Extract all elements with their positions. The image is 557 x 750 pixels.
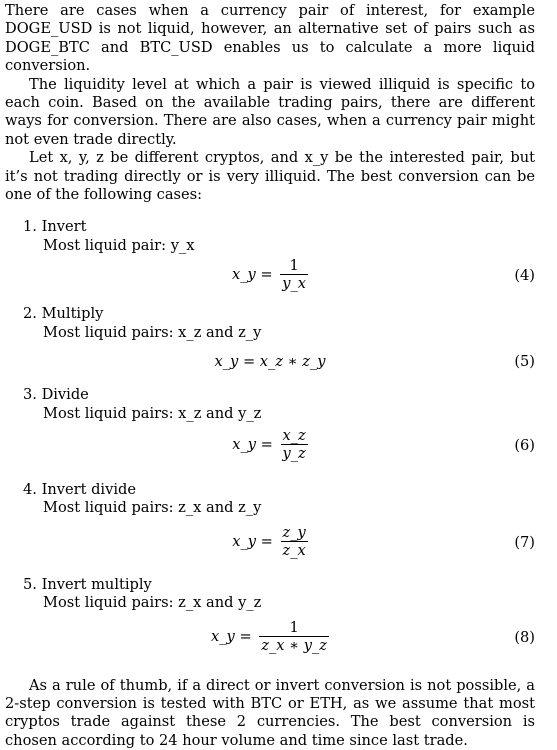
case-subheading: Most liquid pair: y_x [43,236,195,254]
equation-number: (4) [514,267,535,285]
intro-paragraph-1: There are cases when a currency pair of interest, for example DOGE_USD is not liquid, however, an alternative set of pairs such as DOGE_BTC and BTC_USD enables us to calculate a more liquid conversion. [5,2,535,75]
case-divide [5,386,535,469]
equation-lhs: x_y = [211,627,252,645]
equation-number: (5) [514,353,535,371]
case-invert-divide [5,481,535,564]
equation-4 [5,255,535,299]
intro-paragraph-3: Let x, y, z be different cryptos, and x_y be the interested pair, but it’s not trading directly or is very illiquid. The best conversion can be one of the following cases: [5,149,535,204]
equation-lhs: x_y = [232,435,273,453]
equation-lhs: x_y = [231,266,273,284]
equation-expression: x_y = x_z ∗ z_y [214,353,326,371]
document-page [5,2,535,750]
fraction-denominator: y_z [282,444,306,462]
case-subheading: Most liquid pairs: z_x and y_z [43,594,262,612]
fraction [281,427,308,462]
equation-5 [5,342,535,380]
case-heading: 5. Invert multiply [23,575,152,593]
equation-lhs: x_y = [232,532,273,550]
fraction-denominator: z_x ∗ y_z [261,636,327,654]
outro-paragraph: As a rule of thumb, if a direct or invert conversion is not possible, a 2-step conversion is tested with BTC or ETH, as we assume that most cryptos trade against these 2 currencies. The best conversion is chosen according to 24 hour volume and time since last trade. [5,676,535,749]
fraction [281,524,308,559]
fraction [259,619,329,654]
equation-number: (7) [514,533,535,551]
equation-8 [5,613,535,659]
case-heading: 4. Invert divide [23,480,136,498]
equation-number: (8) [514,628,535,646]
equation-7 [5,518,535,564]
case-invert-multiply [5,576,535,659]
case-subheading: Most liquid pairs: x_z and y_z [43,404,262,422]
case-subheading: Most liquid pairs: z_x and z_y [43,499,262,517]
fraction-denominator: y_x [282,275,307,293]
fraction [280,257,308,292]
case-multiply [5,305,535,380]
fraction-numerator: x_z [282,426,306,444]
equation-number: (6) [514,436,535,454]
equation-6 [5,423,535,469]
case-heading: 2. Multiply [23,305,104,323]
fraction-numerator: 1 [289,618,299,636]
case-invert [5,218,535,299]
fraction-numerator: z_y [282,523,306,541]
case-subheading: Most liquid pairs: x_z and z_y [43,323,262,341]
case-heading: 3. Divide [23,386,89,404]
fraction-denominator: z_x [282,541,306,559]
case-heading: 1. Invert [23,218,87,236]
fraction-numerator: 1 [289,257,299,275]
intro-paragraph-2: The liquidity level at which a pair is viewed illiquid is specific to each coin. Based on the available trading pairs, there are different ways for conversion. There are also cases, when a currency pair might not even trade directly. [5,75,535,148]
